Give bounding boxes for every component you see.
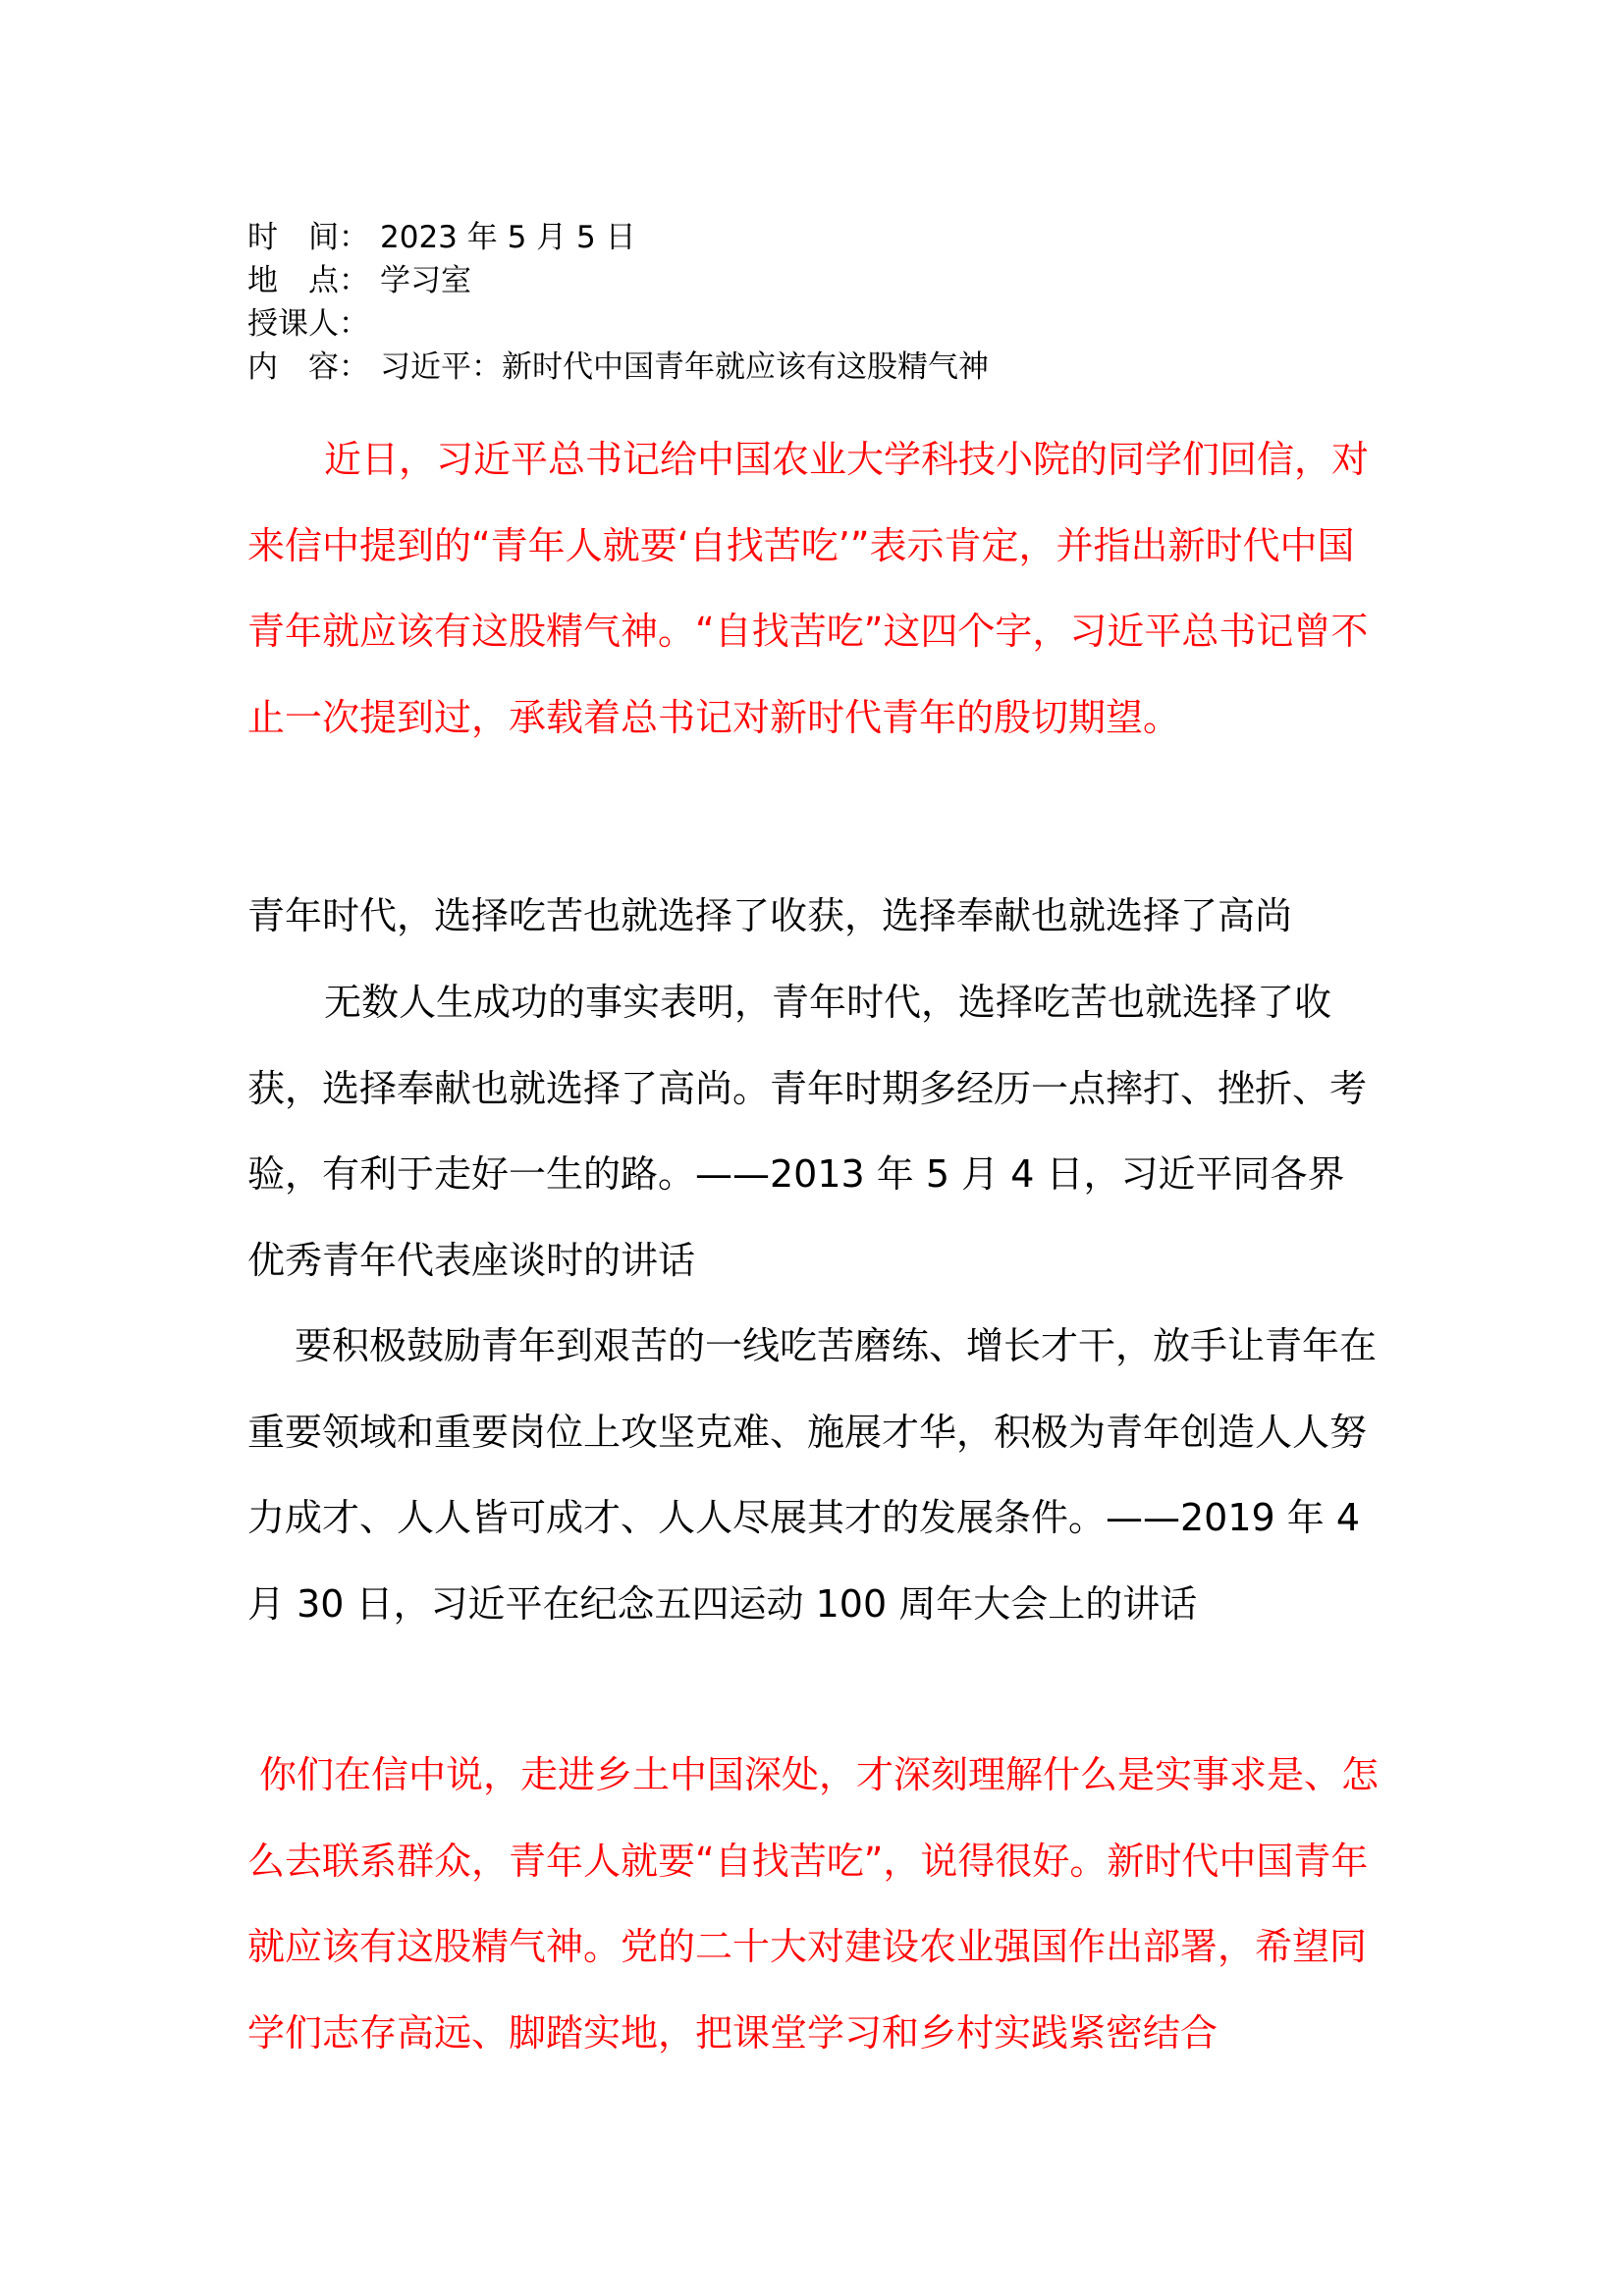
section-heading: 青年时代，选择吃苦也就选择了收获，选择奉献也就选择了高尚 [247, 894, 1293, 937]
intro-paragraph: 近日，习近平总书记给中国农业大学科技小院的同学们回信，对来信中提到的“青年人就要‘自找苦吃’”表示肯定，并指出新时代中国青年就应该有这股精气神。“自找苦吃”这四个字，习近平总书记曾不止一次提到过，承载着总书记对新时代青年的殷切期望。 [247, 438, 1370, 739]
meta-place [247, 259, 1377, 302]
letter-reply-paragraph: 你们在信中说，走进乡土中国深处，才深刻理解什么是实事求是、怎么去联系群众，青年人就要“自找苦吃”，说得很好。新时代中国青年就应该有这股精气神。党的二十大对建设农业强国作出部署，希望同学们志存高远、脚踏实地，把课堂学习和乡村实践紧密结合 [247, 1753, 1380, 2055]
meta-time-label: 时 间： [247, 220, 369, 255]
meta-time [247, 216, 1377, 259]
meta-place-label: 地 点： [247, 263, 369, 298]
meta-lecturer [247, 302, 1377, 346]
meta-content [247, 346, 1377, 389]
quote-paragraph-2013: 无数人生成功的事实表明，青年时代，选择吃苦也就选择了收获，选择奉献也就选择了高尚。青年时期多经历一点摔打、挫折、考验，有利于走好一生的路。——2013 年 5 月 4 日，习近平同各界优秀青年代表座谈时的讲话 [247, 981, 1368, 1282]
quote-paragraph-2019: 要积极鼓励青年到艰苦的一线吃苦磨练、增长才干，放手让青年在重要领域和重要岗位上攻坚克难、施展才华，积极为青年创造人人努力成才、人人皆可成才、人人尽展其才的发展条件。——2019 年 4 月 30 日，习近平在纪念五四运动 100 周年大会上的讲话 [247, 1324, 1378, 1626]
lesson-meta [247, 216, 1377, 389]
meta-place-value: 学习室 [380, 263, 471, 298]
meta-time-value: 2023 年 5 月 5 日 [380, 220, 636, 255]
meta-content-label: 内 容： [247, 349, 369, 385]
meta-lecturer-label: 授课人： [247, 306, 369, 342]
meta-content-value: 习近平：新时代中国青年就应该有这股精气神 [380, 349, 989, 385]
